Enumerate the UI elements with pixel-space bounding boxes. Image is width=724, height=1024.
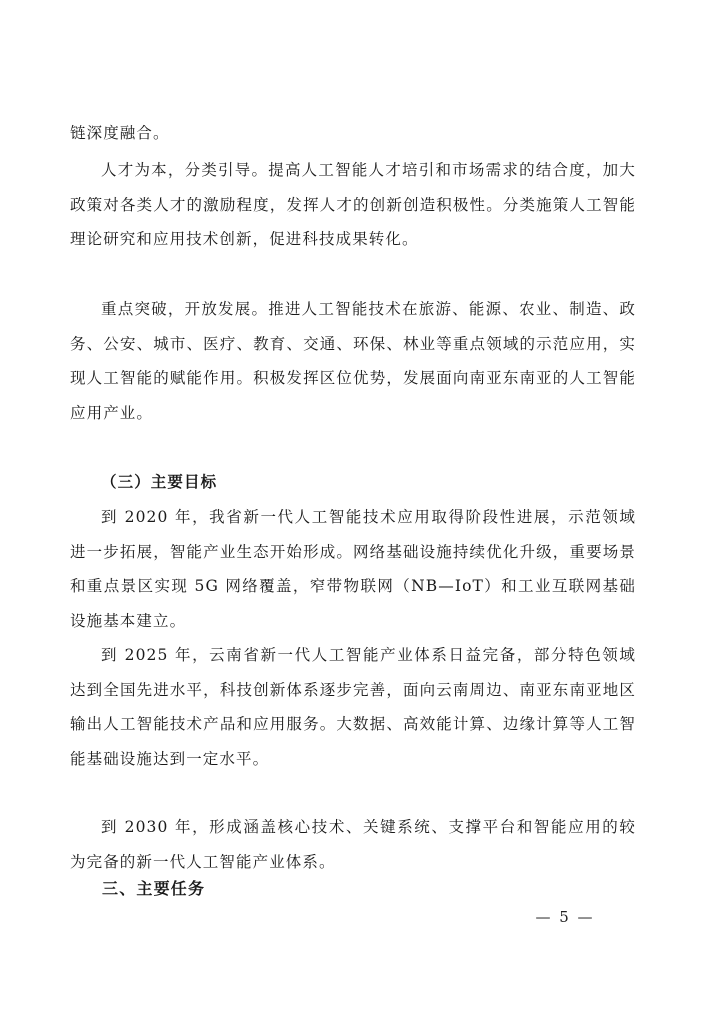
chapter-heading-tasks: 三、主要任务 <box>102 879 206 898</box>
section-heading-goals: （三）主要目标 <box>101 472 218 491</box>
page-number: — 5 — <box>535 908 595 926</box>
paragraph-continuation: 链深度融合。 <box>70 124 170 142</box>
paragraph-goal-2025: 到 2025 年，云南省新一代人工智能产业体系日益完备，部分特色领域达到全国先进水平，科技创新体系逐步完善，面向云南周边、南亚东南亚地区输出人工智能技术产品和应用服务。大数据、高效能计算、边缘计算等人工智能基础设施达到一定水平。 <box>70 646 636 768</box>
paragraph-talent: 人才为本，分类引导。提高人工智能人才培引和市场需求的结合度，加大政策对各类人才的激励程度，发挥人才的创新创造积极性。分类施策人工智能理论研究和应用技术创新，促进科技成果转化。 <box>70 161 636 248</box>
paragraph-goal-2030: 到 2030 年，形成涵盖核心技术、关键系统、支撑平台和智能应用的较为完备的新一代人工智能产业体系。 <box>70 818 636 871</box>
paragraph-breakthrough: 重点突破，开放发展。推进人工智能技术在旅游、能源、农业、制造、政务、公安、城市、医疗、教育、交通、环保、林业等重点领域的示范应用，实现人工智能的赋能作用。积极发挥区位优势，发展面向南亚东南亚的人工智能应用产业。 <box>70 300 636 422</box>
paragraph-goal-2020: 到 2020 年，我省新一代人工智能技术应用取得阶段性进展，示范领域进一步拓展，智能产业生态开始形成。网络基础设施持续优化升级，重要场景和重点景区实现 5G 网络覆盖，窄带物联网（NB—IoT）和工业互联网基础设施基本建立。 <box>70 508 636 630</box>
